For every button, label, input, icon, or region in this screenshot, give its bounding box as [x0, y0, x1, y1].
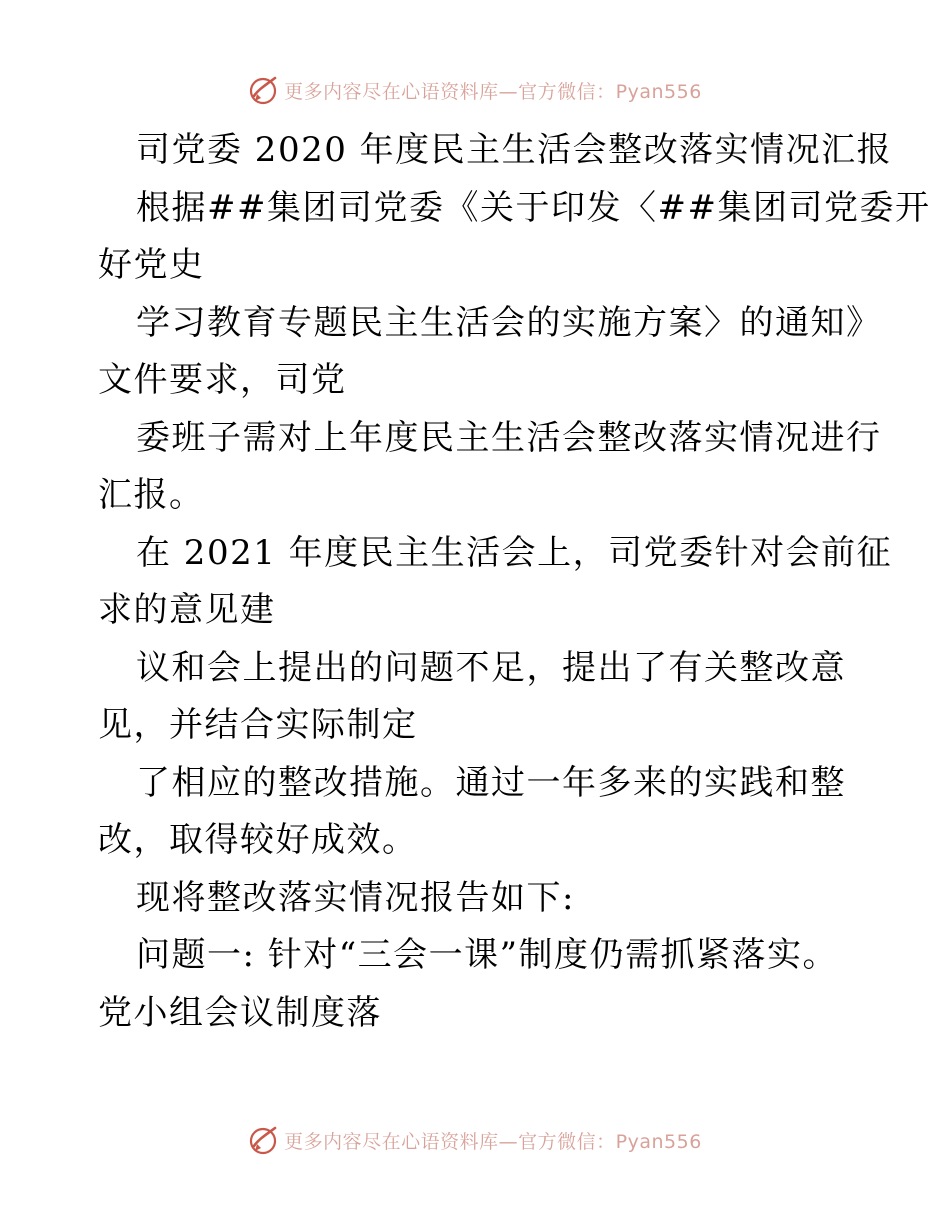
document-title: 司党委 2020 年度民主生活会整改落实情况汇报	[136, 130, 893, 170]
paragraph-line: 学习教育专题民主生活会的实施方案〉的通知》	[136, 302, 882, 343]
paragraph-line: 文件要求，司党	[98, 360, 347, 400]
watermark-text: 更多内容尽在心语资料库—官方微信：Pyan556	[284, 1130, 702, 1153]
watermark-text: 更多内容尽在心语资料库—官方微信：Pyan556	[284, 80, 702, 103]
paragraph-line: 改，取得较好成效。	[98, 820, 418, 860]
paragraph-line: 问题一: 针对“三会一课”制度仍需抓紧落实。	[136, 935, 839, 975]
paragraph-line: 根据##集团司党委《关于印发〈##集团司党委开	[136, 187, 931, 228]
paragraph-line: 委班子需对上年度民主生活会整改落实情况进行	[136, 417, 882, 458]
paragraph-line: 汇报。	[98, 475, 205, 515]
paragraph-line: 好党史	[98, 245, 205, 285]
header-watermark	[0, 72, 950, 108]
pen-logo-icon	[248, 74, 280, 106]
paragraph-line: 现将整改落实情况报告如下:	[136, 877, 575, 918]
paragraph-line: 在 2021 年度民主生活会上，司党委针对会前征	[136, 532, 893, 573]
paragraph-line: 党小组会议制度落	[98, 992, 382, 1033]
document-body	[98, 122, 931, 1042]
paragraph-line: 求的意见建	[98, 590, 276, 630]
paragraph-line: 了相应的整改措施。通过一年多来的实践和整	[136, 762, 846, 803]
pen-logo-icon	[248, 1124, 280, 1156]
paragraph-line: 见，并结合实际制定	[98, 705, 418, 745]
footer-watermark	[0, 1122, 950, 1158]
paragraph-line: 议和会上提出的问题不足，提出了有关整改意	[136, 647, 846, 688]
